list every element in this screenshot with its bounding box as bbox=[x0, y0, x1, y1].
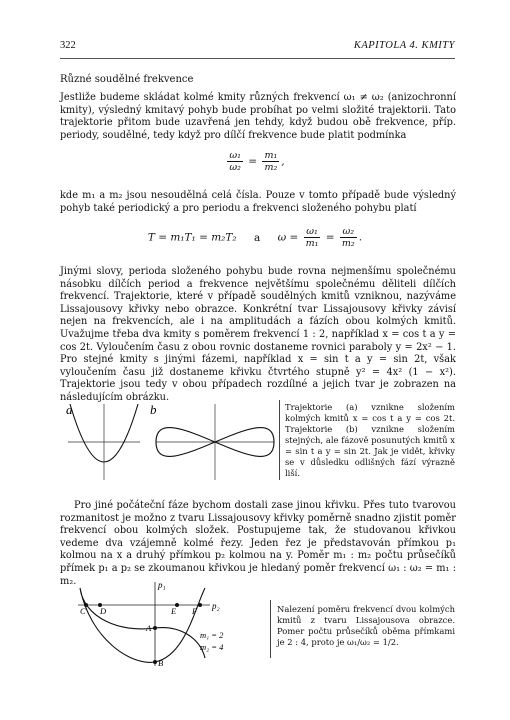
paragraph-2: kde m₁ a m₂ jsou nesoudělná celá čísla. Pouze v tomto případě bude výsledný pohyb také periodický a pro periodu a frekvenci složeného pohybu platí bbox=[60, 190, 456, 214]
fig2-caption: Nalezení poměru frekvencí dvou kolmých kmitů z tvaru Lissajousova obrazce. Pomer počtu průsečíků oběma přímkami je 2 : 4, proto je ω₁/ω₂ = 1/2. bbox=[277, 604, 455, 647]
fig2-point-d: D bbox=[100, 606, 107, 616]
eq1-lhs-num: ω₁ bbox=[229, 150, 241, 161]
eq1-rhs-num: m₁ bbox=[264, 150, 278, 161]
eq2-f1-num: ω₁ bbox=[304, 226, 321, 238]
fig1-caption-rule bbox=[279, 400, 280, 480]
header-rule bbox=[60, 58, 455, 59]
paragraph-1: Jestliže budeme skládat kolmé kmity různých frekvencí ω₁ ≠ ω₂ (anizochronní kmity), výsledný kmitavý pohyb bude probíhat po velmi složité trajektorii. Tato trajektorie přitom bude uzavřená jen tehdy, když budou obě frekvence, příp. periody, soudělné, tedy když pro dílčí frekvence bude platit podmínka bbox=[60, 92, 456, 141]
eq1-lhs-den: ω₂ bbox=[229, 162, 241, 173]
fig2-point-b: B bbox=[158, 658, 164, 668]
fig2-point-e: E bbox=[171, 606, 177, 616]
fig2-caption-rule bbox=[270, 600, 271, 658]
figure-lissajous-curves bbox=[60, 400, 278, 482]
page-header bbox=[60, 40, 455, 54]
eq2-f2-num: ω₂ bbox=[340, 226, 357, 238]
fig1-label-a: a bbox=[66, 402, 73, 417]
page-number: 322 bbox=[60, 40, 76, 51]
paragraph-3: Jinými slovy, perioda složeného pohybu bude rovna nejmenšímu společnému násobku dílčích period a frekvence největšímu společnému děliteli dílčích frekvencí. Trajektorie, které v případě soudělných kmitů vzniknou, nazýváme Lissajousovy křivky nebo obrazce. Konkrétní tvar Lissajousovy křivky závisí nejen na frekvencích, ale i na amplitudách a fázích obou kolmých kmitů. Uvažujme třeba dva kmity s poměrem frekvencí 1 : 2, například x = cos t a y = cos 2t. Vyloučením času z obou rovnic dostaneme rovnici paraboly y = 2x² − 1. Pro stejné kmity s jinými fázemi, například x = sin t a y = sin 2t, však vyloučením času již dostaneme křivku čtvrtého stupně y² = 4x² (1 − x²). Trajektorie jsou tedy v obou případech rozdílné a jejich tvar je zobrazen na následujícím obrázku. bbox=[60, 266, 456, 403]
running-title: KAPITOLA 4. KMITY bbox=[353, 40, 455, 51]
fig2-point-f: F bbox=[192, 606, 198, 616]
eq2-left: T = m₁T₁ = m₂T₂ bbox=[147, 231, 237, 244]
figure-frequency-ratio bbox=[60, 578, 260, 668]
eq1-rhs-den: m₂ bbox=[264, 162, 278, 173]
fig2-m2-label: m₂ = 4 bbox=[200, 642, 224, 652]
fig2-p1-label: p₁ bbox=[158, 580, 166, 590]
eq1-tail: , bbox=[281, 155, 285, 168]
eq2-f1-den: m₁ bbox=[305, 238, 319, 249]
fig2-p2-label: p₂ bbox=[212, 601, 220, 611]
fig1-label-b: b bbox=[150, 402, 157, 417]
fig2-point-c: C bbox=[80, 606, 86, 616]
eq2-omega: ω = bbox=[277, 231, 299, 244]
eq2-f2-den: m₂ bbox=[341, 238, 355, 249]
equation-period: T = m₁T₁ = m₂T₂ a ω = $\frac{\text{ω₁}}{\text{m₁}}$ = $\frac{\text{ω₂}}{\text{m₂}}$ . bbox=[147, 226, 363, 249]
fig2-m1-label: m₁ = 2 bbox=[200, 630, 224, 640]
fig2-lissajous-curve bbox=[80, 588, 205, 662]
fig2-point-a: A bbox=[146, 623, 152, 633]
equation-ratio: $\frac{\text{ω₁}}{\text{ω₂}}$ = $\frac{\text{m₁}}{\text{m₂}}$ , bbox=[229, 150, 285, 173]
fig1-axes-a bbox=[68, 404, 140, 480]
eq2-tail: . bbox=[358, 231, 363, 244]
section-title: Různé soudělné frekvence bbox=[60, 74, 194, 85]
paragraph-4: Pro jiné počáteční fáze bychom dostali zase jinou křivku. Přes tuto tvarovou rozmanitost je možno z tvaru Lissajousovy křivky poměrně snadno zjistit poměr frekvencí obou kolmých složek. Postupujeme tak, že studovanou křivkou vedeme dva vzájemně kolmé řezy. Jeden řez je představován přímkou p₁ kolmou na x a druhý přímkou p₂ kolmou na y. Poměr m₁ : m₂ počtu průsečíků přímek p₁ a p₂ se zkoumanou křivkou je hledaný poměr frekvencí ω₁ : ω₂ = m₁ : m₂. bbox=[60, 500, 456, 587]
eq2-conj: a bbox=[253, 231, 261, 244]
fig1-caption: Trajektorie (a) vznikne složením kolmých kmitů x = cos t a y = cos 2t. Trajektorie (b) vznikne složením stejných, ale fázově posunutých kmitů x = sin t a y = sin 2t. Jak je vidět, křivky se v důsledku odlišných fází výrazně liší. bbox=[285, 402, 455, 478]
